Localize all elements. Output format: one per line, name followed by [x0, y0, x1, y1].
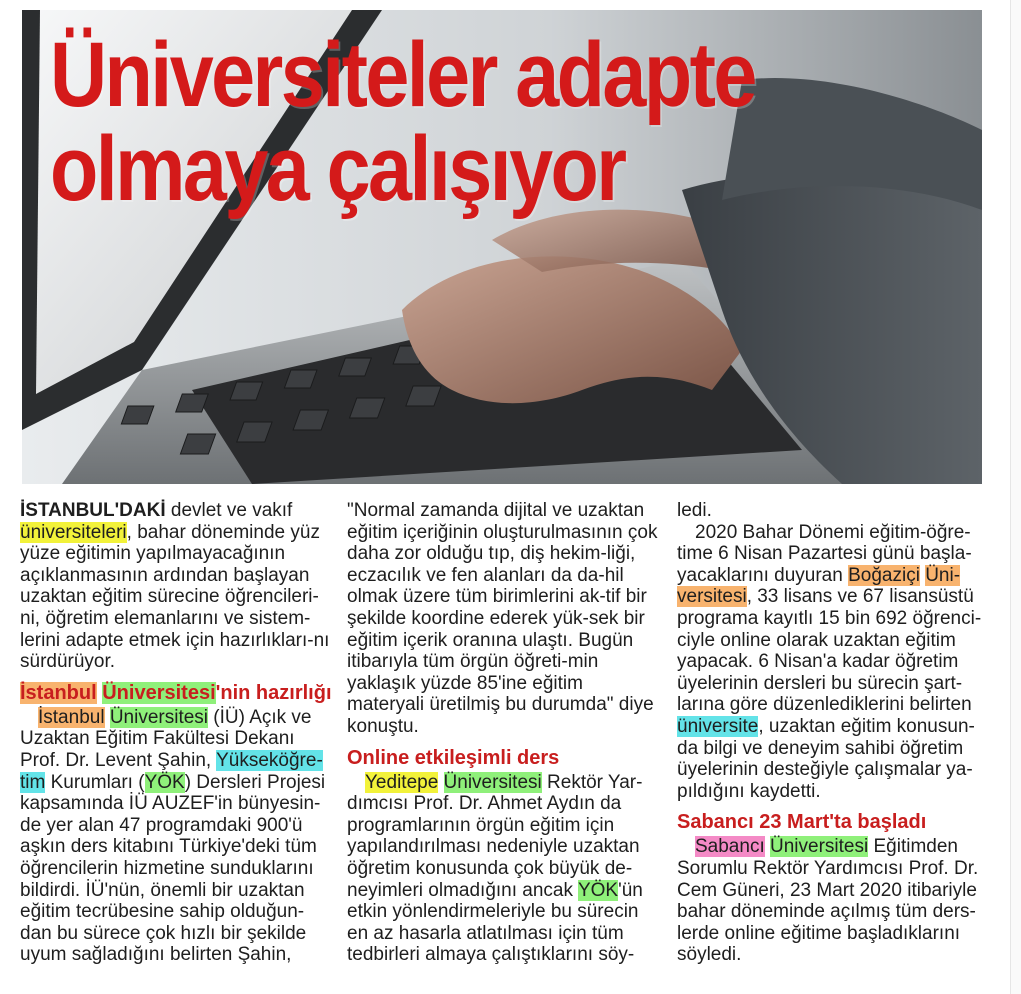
text: , 33 lisans ve 67 lisansüstü programa kayıtlı 15 bin 692 öğrenci-ciyle online olarak uzaktan eğitim yapacak. 6 Nisan'a kadar öğretim üyelerinin dersleri bu sürecin şart-larına göre düzenlediklerini belirten [677, 586, 982, 716]
paragraph [677, 836, 989, 966]
paragraph [20, 707, 332, 966]
text: , uzaktan eğitim konusun-da bilgi ve deneyim sahibi öğretim üyelerinin desteğiyle çalışmalar ya-pıldığını kaydetti. [677, 715, 975, 802]
page-edge [1010, 0, 1021, 994]
highlight: Boğaziçi [848, 564, 920, 586]
text: devlet ve vakıf [165, 500, 293, 521]
text: (İÜ) Açık ve Uzaktan Eğitim Fakültesi Dekanı Prof. Dr. Levent Şahin, [20, 706, 312, 771]
paragraph: "Normal zamanda dijital ve uzaktan eğitim içeriğinin oluşturulmasının çok daha zor olduğu tıp, diş hekim-liği, eczacılık ve fen alanları da da-hil olmak üzere tüm birimlerini ak-tif bir şekilde koordine ederek yük-sek bir eğitim içerik oranına ulaştı. Bugün itibarıyla tüm örgün öğreti-min yaklaşık yüzde 85'ine eğitim materyali üretilmiş bu durumda" diye konuştu. [347, 500, 658, 737]
article-column-3 [677, 500, 989, 966]
subheading [20, 681, 332, 705]
highlight: İstanbul [38, 706, 105, 728]
headline-line-1: Üniversiteler adapte [50, 24, 755, 126]
paragraph: ledi. [677, 500, 712, 521]
highlight: Üniversitesi [770, 836, 869, 858]
highlight: Üniversitesi [109, 706, 209, 728]
headline-line-2: olmaya çalışıyor [50, 118, 625, 220]
highlight: Üniversitesi [443, 771, 542, 793]
highlight: Yükseköğre-tim [20, 749, 323, 793]
text: 'ün etkin yönlendirmeleriyle bu sürecin en az hasarla atlatılması için tüm tedbirleri almaya çalıştıklarını söy- [347, 879, 643, 966]
text: , bahar döneminde yüz yüze eğitimin yapılmayacağının açıklanmasının ardından başlayan uzaktan eğitim sürecine öğrencileri-ni, öğretim elemanlarını ve sistem-lerini adapte etmek için hazırlıkları-nı sürdürüyor. [20, 521, 330, 673]
article-column-2 [347, 500, 659, 966]
headline [50, 10, 755, 220]
text: 'nin hazırlığı [215, 681, 332, 704]
subheading: Sabancı 23 Mart'ta başladı [677, 811, 927, 834]
article-column-1 [20, 500, 332, 966]
text: Rektör Yar-dımcısı Prof. Dr. Ahmet Aydın da programlarının örgün eğitim için yapılandırılması nedeniyle uzaktan öğretim konusunda çok büyük de-neyimleri olmadığını ancak [347, 771, 643, 901]
highlight: YÖK [144, 771, 185, 793]
highlight: YÖK [577, 879, 619, 901]
hero-photo [22, 10, 982, 484]
highlight: Yeditepe [365, 771, 439, 793]
text: ) Dersleri Projesi kapsamında İÜ AUZEF'in bünyesin-de yer alan 47 programdaki 900'ü aşkın ders kitabını Türkiye'deki tüm öğrencilerin hizmetine sunduklarını bildirdi. İÜ'nün, önemli bir uzaktan eğitim tecrübesine sahip olduğun-dan bu sürece çok hızlı bir şekilde uyum sağladığını belirten Şahin, [20, 771, 326, 966]
highlight: İstanbul [20, 681, 97, 704]
paragraph [347, 772, 659, 966]
subheading: Online etkileşimli ders [347, 746, 560, 769]
highlight: Üniversitesi [102, 681, 216, 704]
paragraph [20, 500, 332, 673]
highlight: Üni-versitesi [677, 564, 961, 608]
highlight: üniversiteleri [20, 521, 127, 543]
highlight: üniversite [677, 715, 759, 737]
text: Eğitimden Sorumlu Rektör Yardımcısı Prof. Dr. Cem Güneri, 23 Mart 2020 itibariyle bahar döneminde açılmış tüm ders-lerde online eğitime başladıklarını söyledi. [677, 836, 979, 966]
paragraph [677, 522, 989, 803]
text: 2020 Bahar Dönemi eğitim-öğre-time 6 Nisan Pazartesi günü başla-yacaklarını duyuran [677, 521, 972, 586]
text: Kurumları ( [45, 771, 145, 793]
highlight: Sabancı [695, 836, 765, 858]
text [438, 772, 443, 793]
lead-word: İSTANBUL'DAKİ [20, 500, 166, 521]
